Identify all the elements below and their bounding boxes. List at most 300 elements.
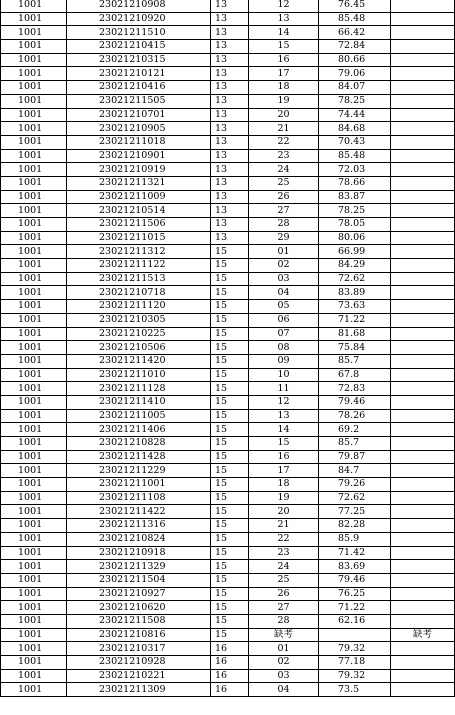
remark-cell bbox=[391, 573, 455, 587]
seat-number-cell: 09 bbox=[249, 354, 319, 368]
candidate-id-cell: 23021210928 bbox=[67, 656, 211, 670]
remark-cell bbox=[391, 231, 455, 245]
remark-cell bbox=[391, 519, 455, 533]
seat-number-cell: 12 bbox=[249, 395, 319, 409]
remark-cell bbox=[391, 204, 455, 218]
table-row bbox=[1, 190, 455, 204]
candidate-id-cell: 23021211005 bbox=[67, 409, 211, 423]
group-code-cell: 1001 bbox=[1, 409, 67, 423]
seat-number-cell: 20 bbox=[249, 108, 319, 122]
room-number-cell: 15 bbox=[211, 341, 249, 355]
remark-cell bbox=[391, 53, 455, 67]
group-code-cell: 1001 bbox=[1, 478, 67, 492]
score-cell: 79.32 bbox=[319, 669, 391, 683]
seat-number-cell: 01 bbox=[249, 642, 319, 656]
candidate-id-cell: 23021211420 bbox=[67, 354, 211, 368]
score-cell: 82.28 bbox=[319, 519, 391, 533]
seat-number-cell: 12 bbox=[249, 0, 319, 12]
room-number-cell: 13 bbox=[211, 81, 249, 95]
score-cell: 83.87 bbox=[319, 190, 391, 204]
seat-number-cell: 14 bbox=[249, 423, 319, 437]
remark-cell bbox=[391, 272, 455, 286]
seat-number-cell: 15 bbox=[249, 40, 319, 54]
table-row bbox=[1, 149, 455, 163]
group-code-cell: 1001 bbox=[1, 505, 67, 519]
room-number-cell: 15 bbox=[211, 423, 249, 437]
seat-number-cell: 03 bbox=[249, 669, 319, 683]
candidate-id-cell: 23021211015 bbox=[67, 231, 211, 245]
group-code-cell: 1001 bbox=[1, 26, 67, 40]
group-code-cell: 1001 bbox=[1, 94, 67, 108]
group-code-cell: 1001 bbox=[1, 601, 67, 615]
group-code-cell: 1001 bbox=[1, 642, 67, 656]
candidate-id-cell: 23021211001 bbox=[67, 478, 211, 492]
table-row bbox=[1, 423, 455, 437]
table-row bbox=[1, 354, 455, 368]
group-code-cell: 1001 bbox=[1, 245, 67, 259]
score-cell: 66.42 bbox=[319, 26, 391, 40]
score-cell: 85.9 bbox=[319, 532, 391, 546]
room-number-cell: 15 bbox=[211, 614, 249, 628]
remark-cell bbox=[391, 94, 455, 108]
room-number-cell: 13 bbox=[211, 149, 249, 163]
room-number-cell: 13 bbox=[211, 108, 249, 122]
group-code-cell: 1001 bbox=[1, 149, 67, 163]
candidate-id-cell: 23021210225 bbox=[67, 327, 211, 341]
group-code-cell: 1001 bbox=[1, 108, 67, 122]
group-code-cell: 1001 bbox=[1, 135, 67, 149]
group-code-cell: 1001 bbox=[1, 313, 67, 327]
remark-cell bbox=[391, 437, 455, 451]
score-cell: 84.7 bbox=[319, 464, 391, 478]
group-code-cell: 1001 bbox=[1, 259, 67, 273]
remark-cell bbox=[391, 259, 455, 273]
table-row bbox=[1, 573, 455, 587]
seat-number-cell: 24 bbox=[249, 560, 319, 574]
seat-number-cell: 22 bbox=[249, 135, 319, 149]
room-number-cell: 15 bbox=[211, 464, 249, 478]
room-number-cell: 15 bbox=[211, 573, 249, 587]
room-number-cell: 13 bbox=[211, 67, 249, 81]
remark-cell bbox=[391, 409, 455, 423]
score-cell: 81.68 bbox=[319, 327, 391, 341]
candidate-id-cell: 23021211122 bbox=[67, 259, 211, 273]
table-row bbox=[1, 628, 455, 642]
remark-cell bbox=[391, 149, 455, 163]
room-number-cell: 15 bbox=[211, 532, 249, 546]
table-row bbox=[1, 532, 455, 546]
table-row bbox=[1, 12, 455, 26]
remark-cell bbox=[391, 327, 455, 341]
candidate-id-cell: 23021211428 bbox=[67, 450, 211, 464]
score-cell: 72.62 bbox=[319, 491, 391, 505]
seat-number-cell: 25 bbox=[249, 176, 319, 190]
seat-number-cell: 06 bbox=[249, 313, 319, 327]
score-cell: 77.25 bbox=[319, 505, 391, 519]
remark-cell bbox=[391, 656, 455, 670]
score-cell: 79.87 bbox=[319, 450, 391, 464]
room-number-cell: 13 bbox=[211, 231, 249, 245]
table-row bbox=[1, 94, 455, 108]
seat-number-cell: 11 bbox=[249, 382, 319, 396]
candidate-id-cell: 23021211510 bbox=[67, 26, 211, 40]
score-cell: 76.45 bbox=[319, 0, 391, 12]
group-code-cell: 1001 bbox=[1, 669, 67, 683]
seat-number-cell: 23 bbox=[249, 149, 319, 163]
candidate-id-cell: 23021211229 bbox=[67, 464, 211, 478]
candidate-id-cell: 23021211504 bbox=[67, 573, 211, 587]
room-number-cell: 13 bbox=[211, 190, 249, 204]
remark-cell bbox=[391, 108, 455, 122]
room-number-cell: 15 bbox=[211, 245, 249, 259]
seat-number-cell: 27 bbox=[249, 601, 319, 615]
candidate-id-cell: 23021210901 bbox=[67, 149, 211, 163]
candidate-id-cell: 23021210620 bbox=[67, 601, 211, 615]
group-code-cell: 1001 bbox=[1, 560, 67, 574]
remark-cell bbox=[391, 669, 455, 683]
score-cell: 85.7 bbox=[319, 354, 391, 368]
seat-number-cell: 04 bbox=[249, 286, 319, 300]
remark-cell bbox=[391, 0, 455, 12]
group-code-cell: 1001 bbox=[1, 0, 67, 12]
score-cell bbox=[319, 628, 391, 642]
score-cell: 62.16 bbox=[319, 614, 391, 628]
remark-cell bbox=[391, 341, 455, 355]
room-number-cell: 13 bbox=[211, 122, 249, 136]
candidate-id-cell: 23021210315 bbox=[67, 53, 211, 67]
remark-cell bbox=[391, 382, 455, 396]
room-number-cell: 15 bbox=[211, 327, 249, 341]
remark-cell bbox=[391, 560, 455, 574]
group-code-cell: 1001 bbox=[1, 437, 67, 451]
candidate-id-cell: 23021211410 bbox=[67, 395, 211, 409]
table-row bbox=[1, 231, 455, 245]
group-code-cell: 1001 bbox=[1, 163, 67, 177]
seat-number-cell: 25 bbox=[249, 573, 319, 587]
candidate-id-cell: 23021211312 bbox=[67, 245, 211, 259]
candidate-id-cell: 23021210828 bbox=[67, 437, 211, 451]
candidate-id-cell: 23021210920 bbox=[67, 12, 211, 26]
candidate-id-cell: 23021210121 bbox=[67, 67, 211, 81]
room-number-cell: 15 bbox=[211, 505, 249, 519]
table-row bbox=[1, 601, 455, 615]
room-number-cell: 13 bbox=[211, 204, 249, 218]
candidate-id-cell: 23021211506 bbox=[67, 218, 211, 232]
score-cell: 84.07 bbox=[319, 81, 391, 95]
score-cell: 80.06 bbox=[319, 231, 391, 245]
score-cell: 80.66 bbox=[319, 53, 391, 67]
table-body bbox=[1, 0, 455, 697]
remark-cell bbox=[391, 190, 455, 204]
table-row bbox=[1, 437, 455, 451]
remark-cell bbox=[391, 300, 455, 314]
seat-number-cell: 17 bbox=[249, 464, 319, 478]
score-cell: 71.22 bbox=[319, 313, 391, 327]
seat-number-cell: 14 bbox=[249, 26, 319, 40]
remark-cell bbox=[391, 245, 455, 259]
group-code-cell: 1001 bbox=[1, 176, 67, 190]
room-number-cell: 15 bbox=[211, 368, 249, 382]
score-cell: 79.06 bbox=[319, 67, 391, 81]
seat-number-cell: 23 bbox=[249, 546, 319, 560]
room-number-cell: 13 bbox=[211, 26, 249, 40]
remark-cell bbox=[391, 395, 455, 409]
remark-cell bbox=[391, 683, 455, 697]
remark-cell bbox=[391, 40, 455, 54]
room-number-cell: 16 bbox=[211, 683, 249, 697]
candidate-id-cell: 23021210905 bbox=[67, 122, 211, 136]
room-number-cell: 15 bbox=[211, 409, 249, 423]
room-number-cell: 13 bbox=[211, 176, 249, 190]
remark-cell bbox=[391, 464, 455, 478]
candidate-id-cell: 23021211120 bbox=[67, 300, 211, 314]
group-code-cell: 1001 bbox=[1, 286, 67, 300]
score-cell: 85.7 bbox=[319, 437, 391, 451]
group-code-cell: 1001 bbox=[1, 300, 67, 314]
group-code-cell: 1001 bbox=[1, 341, 67, 355]
score-cell: 72.83 bbox=[319, 382, 391, 396]
score-cell: 70.43 bbox=[319, 135, 391, 149]
seat-number-cell: 03 bbox=[249, 272, 319, 286]
score-cell: 78.05 bbox=[319, 218, 391, 232]
score-cell: 79.26 bbox=[319, 478, 391, 492]
table-row bbox=[1, 450, 455, 464]
seat-number-cell: 10 bbox=[249, 368, 319, 382]
table-row bbox=[1, 683, 455, 697]
table-row bbox=[1, 368, 455, 382]
seat-number-cell: 20 bbox=[249, 505, 319, 519]
group-code-cell: 1001 bbox=[1, 231, 67, 245]
candidate-id-cell: 23021210506 bbox=[67, 341, 211, 355]
score-cell: 76.25 bbox=[319, 587, 391, 601]
seat-number-cell: 18 bbox=[249, 81, 319, 95]
score-cell: 84.68 bbox=[319, 122, 391, 136]
score-cell: 85.48 bbox=[319, 12, 391, 26]
table-row bbox=[1, 327, 455, 341]
seat-number-cell: 16 bbox=[249, 53, 319, 67]
table-row bbox=[1, 313, 455, 327]
score-cell: 83.69 bbox=[319, 560, 391, 574]
table-row bbox=[1, 478, 455, 492]
table-row bbox=[1, 122, 455, 136]
score-cell: 71.42 bbox=[319, 546, 391, 560]
candidate-id-cell: 23021211422 bbox=[67, 505, 211, 519]
score-cell: 77.18 bbox=[319, 656, 391, 670]
room-number-cell: 15 bbox=[211, 382, 249, 396]
table-row bbox=[1, 26, 455, 40]
remark-cell bbox=[391, 135, 455, 149]
table-row bbox=[1, 300, 455, 314]
candidate-id-cell: 23021210415 bbox=[67, 40, 211, 54]
room-number-cell: 15 bbox=[211, 286, 249, 300]
room-number-cell: 13 bbox=[211, 94, 249, 108]
score-cell: 78.66 bbox=[319, 176, 391, 190]
candidate-id-cell: 23021210514 bbox=[67, 204, 211, 218]
group-code-cell: 1001 bbox=[1, 546, 67, 560]
table-row bbox=[1, 614, 455, 628]
candidate-id-cell: 23021211329 bbox=[67, 560, 211, 574]
remark-cell bbox=[391, 12, 455, 26]
score-cell: 75.84 bbox=[319, 341, 391, 355]
group-code-cell: 1001 bbox=[1, 464, 67, 478]
score-cell: 72.03 bbox=[319, 163, 391, 177]
remark-cell bbox=[391, 614, 455, 628]
room-number-cell: 15 bbox=[211, 601, 249, 615]
table-row bbox=[1, 135, 455, 149]
remark-cell bbox=[391, 587, 455, 601]
table-row bbox=[1, 259, 455, 273]
table-row bbox=[1, 176, 455, 190]
seat-number-cell: 08 bbox=[249, 341, 319, 355]
candidate-id-cell: 23021210305 bbox=[67, 313, 211, 327]
candidate-id-cell: 23021211128 bbox=[67, 382, 211, 396]
seat-number-cell: 缺考 bbox=[249, 628, 319, 642]
remark-cell bbox=[391, 26, 455, 40]
table-row bbox=[1, 40, 455, 54]
table-row bbox=[1, 464, 455, 478]
seat-number-cell: 27 bbox=[249, 204, 319, 218]
room-number-cell: 16 bbox=[211, 669, 249, 683]
remark-cell bbox=[391, 218, 455, 232]
group-code-cell: 1001 bbox=[1, 491, 67, 505]
candidate-id-cell: 23021210317 bbox=[67, 642, 211, 656]
group-code-cell: 1001 bbox=[1, 573, 67, 587]
remark-cell bbox=[391, 450, 455, 464]
candidate-id-cell: 23021211009 bbox=[67, 190, 211, 204]
candidate-id-cell: 23021210908 bbox=[67, 0, 211, 12]
group-code-cell: 1001 bbox=[1, 204, 67, 218]
table-row bbox=[1, 560, 455, 574]
group-code-cell: 1001 bbox=[1, 40, 67, 54]
group-code-cell: 1001 bbox=[1, 272, 67, 286]
table-row bbox=[1, 642, 455, 656]
remark-cell bbox=[391, 532, 455, 546]
remark-cell bbox=[391, 368, 455, 382]
room-number-cell: 13 bbox=[211, 53, 249, 67]
seat-number-cell: 28 bbox=[249, 218, 319, 232]
candidate-id-cell: 23021210927 bbox=[67, 587, 211, 601]
table-row bbox=[1, 218, 455, 232]
remark-cell bbox=[391, 81, 455, 95]
remark-cell bbox=[391, 642, 455, 656]
score-cell: 85.48 bbox=[319, 149, 391, 163]
table-row bbox=[1, 245, 455, 259]
room-number-cell: 15 bbox=[211, 437, 249, 451]
table-row bbox=[1, 163, 455, 177]
table-row bbox=[1, 395, 455, 409]
seat-number-cell: 02 bbox=[249, 656, 319, 670]
remark-cell bbox=[391, 546, 455, 560]
group-code-cell: 1001 bbox=[1, 628, 67, 642]
remark-cell bbox=[391, 286, 455, 300]
candidate-id-cell: 23021211010 bbox=[67, 368, 211, 382]
table-row bbox=[1, 53, 455, 67]
group-code-cell: 1001 bbox=[1, 368, 67, 382]
room-number-cell: 15 bbox=[211, 628, 249, 642]
score-cell: 83.89 bbox=[319, 286, 391, 300]
table-row bbox=[1, 204, 455, 218]
remark-cell bbox=[391, 163, 455, 177]
room-number-cell: 15 bbox=[211, 450, 249, 464]
seat-number-cell: 18 bbox=[249, 478, 319, 492]
table-row bbox=[1, 286, 455, 300]
score-cell: 79.46 bbox=[319, 573, 391, 587]
seat-number-cell: 05 bbox=[249, 300, 319, 314]
group-code-cell: 1001 bbox=[1, 382, 67, 396]
score-cell: 72.84 bbox=[319, 40, 391, 54]
table-row bbox=[1, 656, 455, 670]
room-number-cell: 15 bbox=[211, 313, 249, 327]
group-code-cell: 1001 bbox=[1, 395, 67, 409]
room-number-cell: 16 bbox=[211, 656, 249, 670]
table-row bbox=[1, 0, 455, 12]
seat-number-cell: 01 bbox=[249, 245, 319, 259]
group-code-cell: 1001 bbox=[1, 218, 67, 232]
candidate-id-cell: 23021210824 bbox=[67, 532, 211, 546]
table-row bbox=[1, 491, 455, 505]
room-number-cell: 15 bbox=[211, 272, 249, 286]
candidate-id-cell: 23021210221 bbox=[67, 669, 211, 683]
seat-number-cell: 04 bbox=[249, 683, 319, 697]
table-row bbox=[1, 546, 455, 560]
candidate-id-cell: 23021211505 bbox=[67, 94, 211, 108]
table-row bbox=[1, 81, 455, 95]
score-cell: 74.44 bbox=[319, 108, 391, 122]
group-code-cell: 1001 bbox=[1, 190, 67, 204]
seat-number-cell: 07 bbox=[249, 327, 319, 341]
table-row bbox=[1, 519, 455, 533]
seat-number-cell: 24 bbox=[249, 163, 319, 177]
room-number-cell: 15 bbox=[211, 395, 249, 409]
score-cell: 79.46 bbox=[319, 395, 391, 409]
candidate-id-cell: 23021211406 bbox=[67, 423, 211, 437]
table-row bbox=[1, 272, 455, 286]
candidate-id-cell: 23021211316 bbox=[67, 519, 211, 533]
score-cell: 84.29 bbox=[319, 259, 391, 273]
table-row bbox=[1, 587, 455, 601]
candidate-id-cell: 23021210701 bbox=[67, 108, 211, 122]
score-cell: 73.63 bbox=[319, 300, 391, 314]
group-code-cell: 1001 bbox=[1, 683, 67, 697]
remark-cell bbox=[391, 601, 455, 615]
score-cell: 66.99 bbox=[319, 245, 391, 259]
group-code-cell: 1001 bbox=[1, 81, 67, 95]
seat-number-cell: 28 bbox=[249, 614, 319, 628]
room-number-cell: 15 bbox=[211, 354, 249, 368]
group-code-cell: 1001 bbox=[1, 532, 67, 546]
seat-number-cell: 21 bbox=[249, 519, 319, 533]
seat-number-cell: 29 bbox=[249, 231, 319, 245]
table-row bbox=[1, 341, 455, 355]
group-code-cell: 1001 bbox=[1, 450, 67, 464]
remark-cell bbox=[391, 122, 455, 136]
candidate-id-cell: 23021210416 bbox=[67, 81, 211, 95]
room-number-cell: 15 bbox=[211, 259, 249, 273]
table-row bbox=[1, 108, 455, 122]
group-code-cell: 1001 bbox=[1, 656, 67, 670]
seat-number-cell: 13 bbox=[249, 409, 319, 423]
candidate-id-cell: 23021211108 bbox=[67, 491, 211, 505]
room-number-cell: 13 bbox=[211, 135, 249, 149]
score-cell: 71.22 bbox=[319, 601, 391, 615]
seat-number-cell: 22 bbox=[249, 532, 319, 546]
room-number-cell: 15 bbox=[211, 587, 249, 601]
remark-cell bbox=[391, 423, 455, 437]
score-cell: 78.25 bbox=[319, 204, 391, 218]
room-number-cell: 13 bbox=[211, 12, 249, 26]
candidate-id-cell: 23021211018 bbox=[67, 135, 211, 149]
remark-cell bbox=[391, 505, 455, 519]
